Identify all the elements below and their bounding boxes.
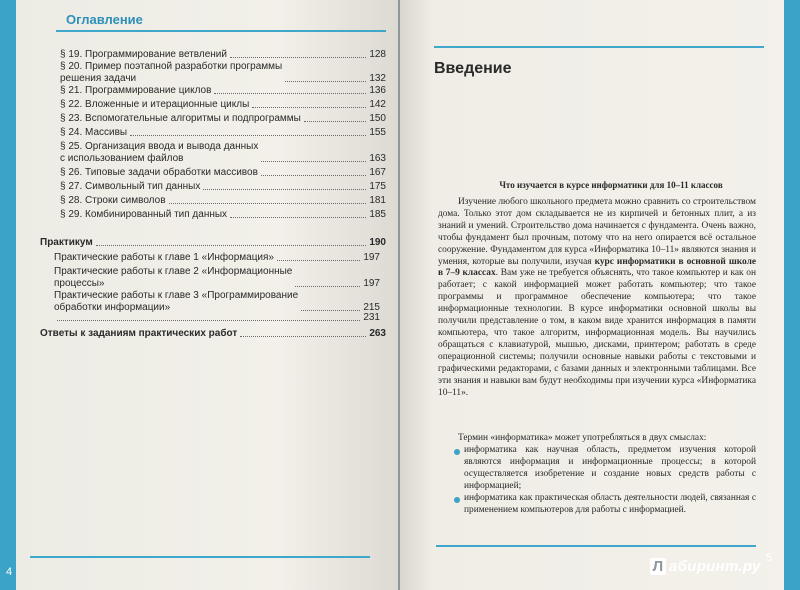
toc-entry-title: § 26. Типовые задачи обработки массивов [60,167,258,178]
term-paragraph: Термин «информатика» может употребляться в двух смыслах: [458,433,707,443]
toc-leader-dots [285,81,366,82]
toc-header: Оглавление [66,12,143,27]
toc-entry [60,99,386,111]
bullet-item-2: информатика как практическая область деятельности людей, связанная с применением компьютеров для работы с информацией. [464,493,756,515]
toc-entry-title: § 20. Пример поэтапной разработки программы решения задачи [60,61,283,84]
toc-entry [54,290,380,314]
toc-entry-title: § 25. Организация ввода и вывода данных с использованием файлов [60,141,259,164]
toc-leader-dots [214,93,366,94]
toc-entry [60,113,386,125]
toc-entry [60,127,386,139]
toc-leader-dots [203,189,366,190]
header-rule-right [434,46,764,48]
toc-entry-page: 197 [363,278,380,289]
page-number-right: 5 [765,552,772,564]
watermark-logo: Л [650,558,666,575]
left-page [0,0,398,590]
toc-entry [60,209,386,221]
watermark-text: абиринт.ру [669,558,761,575]
toc-entry-page: 190 [369,237,386,248]
footer-rule-right [436,545,756,547]
toc-entry-page: 215 [363,302,380,313]
toc-leader-dots [304,121,366,122]
bullet-item-1: информатика как научная область, предметом изучения которой являются информация и информационные процессы; в которой осуществляется изобретение и создание новых средств работы с информацией; [464,445,756,491]
toc-leader-dots [57,320,360,321]
toc-leader-dots [230,57,366,58]
toc-entry [60,141,386,165]
toc-leader-dots [301,310,360,311]
toc-entry [60,49,386,61]
toc-entry-page: 155 [369,127,386,138]
toc-entry-page: 167 [369,167,386,178]
toc-leader-dots [277,260,360,261]
toc-entry-title: Ответы к заданиям практических работ [40,328,238,339]
section-title: Введение [434,60,512,77]
toc-entry [54,312,380,324]
toc-entry-page: 185 [369,209,386,220]
toc-entry-title: Практикум [40,237,93,248]
toc-entry [40,237,386,249]
intro-text-1: Изучение любого школьного предмета можно сравнить со строительством дома. Только этот дом складывается не из кирпичей и бетонных плит, а из знаний и умений. Строительство дома начинается с фундамента. Очень важно, чтобы фундамент был прочным, потому что на него опирается всё остальное сооружение. Фундаментом для курса «Информатика 10–11» являются знания и умения, которые вы получили, изучая [438,197,756,267]
toc-leader-dots [240,336,366,337]
intro-paragraph [438,197,756,399]
toc-entry-page: 136 [369,85,386,96]
toc-entry-title: § 22. Вложенные и итерационные циклы [60,99,250,110]
toc-leader-dots [169,203,367,204]
toc-entry-title: § 19. Программирование ветвлений [60,49,227,60]
toc-leader-dots [96,245,367,246]
toc-entry-title: Практические работы к главе 3 «Программирование обработки информации» [54,290,299,313]
toc-entry [54,252,380,264]
toc-entry-title: Практические работы к главе 2 «Информационные процессы» [54,266,293,289]
toc-entry-page: 181 [369,195,386,206]
toc-entry [60,167,386,179]
bullet-marker [454,449,460,455]
toc-entry-page: 231 [363,312,380,323]
toc-entry [60,85,386,97]
footer-rule [30,556,370,558]
watermark [650,558,761,575]
toc-entry [60,195,386,207]
toc-leader-dots [261,161,366,162]
toc-entry-title: § 27. Символьный тип данных [60,181,201,192]
section-subheading: Что изучается в курсе информатики для 10–11 классов [499,180,723,190]
toc-entry-page: 197 [363,252,380,263]
toc-leader-dots [261,175,366,176]
left-color-band [0,0,16,590]
toc-leader-dots [130,135,366,136]
toc-entry [60,61,386,85]
toc-entry-page: 163 [369,153,386,164]
right-color-band [784,0,800,590]
toc-entry-page: 175 [369,181,386,192]
header-rule [56,30,386,32]
toc-entry-page: 142 [369,99,386,110]
page-number-left: 4 [6,566,13,578]
toc-entry-title: Практические работы к главе 1 «Информация» [54,252,274,263]
toc-entry-page: 132 [369,73,386,84]
intro-text-2: . Вам уже не требуется объяснять, что такое компьютер и как он работает; с какой информацией может работать компьютер; что такое программы и программное обеспечение компьютера; что такое информационные технологии. В курсе информатики основной школы вы получили представление о том, в каком виде хранится информация в памяти компьютера, что такое алгоритм, информационная модель. Вы научились обращаться с клавиатурой, мышью, дисками, принтером; работать в среде операционной системы; получили основные навыки работы с текстовыми и графическими редакторами, с базами данных и электронными таблицами. Все эти знания и навыки вам будут необходимы при изучении курса «Информатика 10–11». [438,268,756,398]
toc-entry-page: 128 [369,49,386,60]
toc-leader-dots [295,286,360,287]
toc-entry [54,266,380,290]
toc-entry-title: § 23. Вспомогательные алгоритмы и подпрограммы [60,113,301,124]
toc-entry-title: § 28. Строки символов [60,195,166,206]
bullet-marker [454,497,460,503]
toc-entry [60,181,386,193]
toc-entry-title: § 29. Комбинированный тип данных [60,209,228,220]
toc-entry-page: 150 [369,113,386,124]
toc-entry [40,328,386,340]
toc-entry-title: § 24. Массивы [60,127,128,138]
toc-entry-title: § 21. Программирование циклов [60,85,212,96]
toc-leader-dots [230,217,366,218]
toc-entry-page: 263 [369,328,386,339]
toc-leader-dots [252,107,366,108]
intro-bold-text: курс информатики в основной школе в 7–9 классах [438,256,756,279]
